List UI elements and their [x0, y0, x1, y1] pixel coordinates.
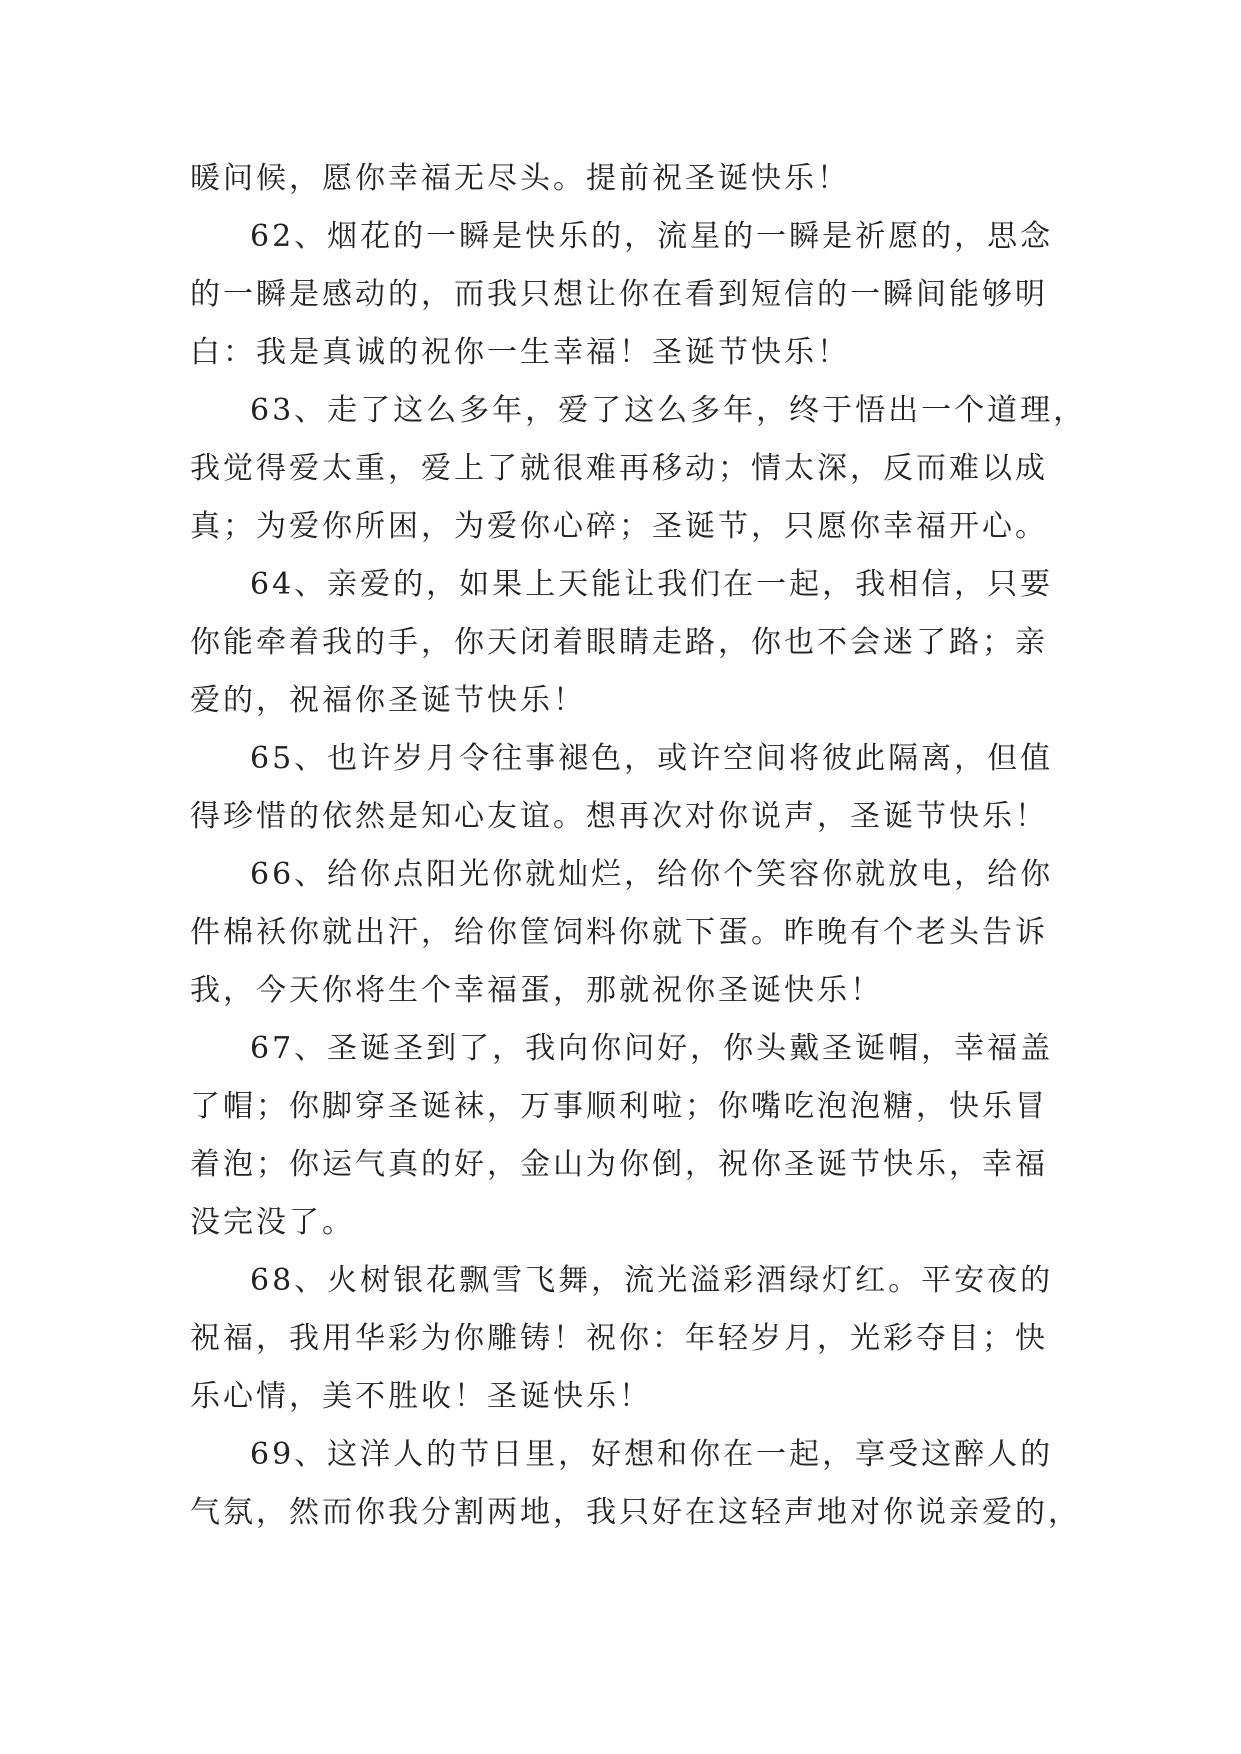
- paragraph-start-line: 62、烟花的一瞬是快乐的，流星的一瞬是祈愿的，思念: [250, 219, 1054, 254]
- text-line: 件棉袄你就出汗，给你筐饲料你就下蛋。昨晚有个老头告诉: [190, 915, 1048, 950]
- text-line: 白：我是真诚的祝你一生幸福！圣诞节快乐！: [190, 335, 850, 370]
- text-line: 的一瞬是感动的，而我只想让你在看到短信的一瞬间能够明: [190, 277, 1048, 312]
- text-line: 得珍惜的依然是知心友谊。想再次对你说声，圣诞节快乐！: [190, 799, 1048, 834]
- paragraph-start-line: 66、给你点阳光你就灿烂，给你个笑容你就放电，给你: [250, 857, 1054, 892]
- text-line: 真；为爱你所困，为爱你心碎；圣诞节，只愿你幸福开心。: [190, 509, 1048, 544]
- text-line: 爱的，祝福你圣诞节快乐！: [190, 683, 586, 718]
- paragraph-start-line: 67、圣诞圣到了，我向你问好，你头戴圣诞帽，幸福盖: [250, 1031, 1054, 1066]
- paragraph-start-line: 64、亲爱的，如果上天能让我们在一起，我相信，只要: [250, 567, 1054, 602]
- text-line: 气氛，然而你我分割两地，我只好在这轻声地对你说亲爱的，: [190, 1495, 1081, 1530]
- text-line: 我，今天你将生个幸福蛋，那就祝你圣诞快乐！: [190, 973, 883, 1008]
- text-line: 着泡；你运气真的好，金山为你倒，祝你圣诞节快乐，幸福: [190, 1147, 1048, 1182]
- text-line: 我觉得爱太重，爱上了就很难再移动；情太深，反而难以成: [190, 451, 1048, 486]
- text-line: 暖问候，愿你幸福无尽头。提前祝圣诞快乐！: [190, 161, 850, 196]
- text-line: 乐心情，美不胜收！圣诞快乐！: [190, 1379, 652, 1414]
- document-body: [190, 150, 1087, 1542]
- paragraph-start-line: 69、这洋人的节日里，好想和你在一起，享受这醉人的: [250, 1437, 1054, 1472]
- text-line: 没完没了。: [190, 1205, 355, 1240]
- paragraph-start-line: 63、走了这么多年，爱了这么多年，终于悟出一个道理，: [250, 393, 1087, 428]
- paragraph-start-line: 68、火树银花飘雪飞舞，流光溢彩酒绿灯红。平安夜的: [250, 1263, 1054, 1298]
- text-line: 祝福，我用华彩为你雕铸！祝你：年轻岁月，光彩夺目；快: [190, 1321, 1048, 1356]
- text-line: 你能牵着我的手，你天闭着眼睛走路，你也不会迷了路；亲: [190, 625, 1048, 660]
- paragraph-start-line: 65、也许岁月令往事褪色，或许空间将彼此隔离，但值: [250, 741, 1054, 776]
- text-line: 了帽；你脚穿圣诞袜，万事顺利啦；你嘴吃泡泡糖，快乐冒: [190, 1089, 1048, 1124]
